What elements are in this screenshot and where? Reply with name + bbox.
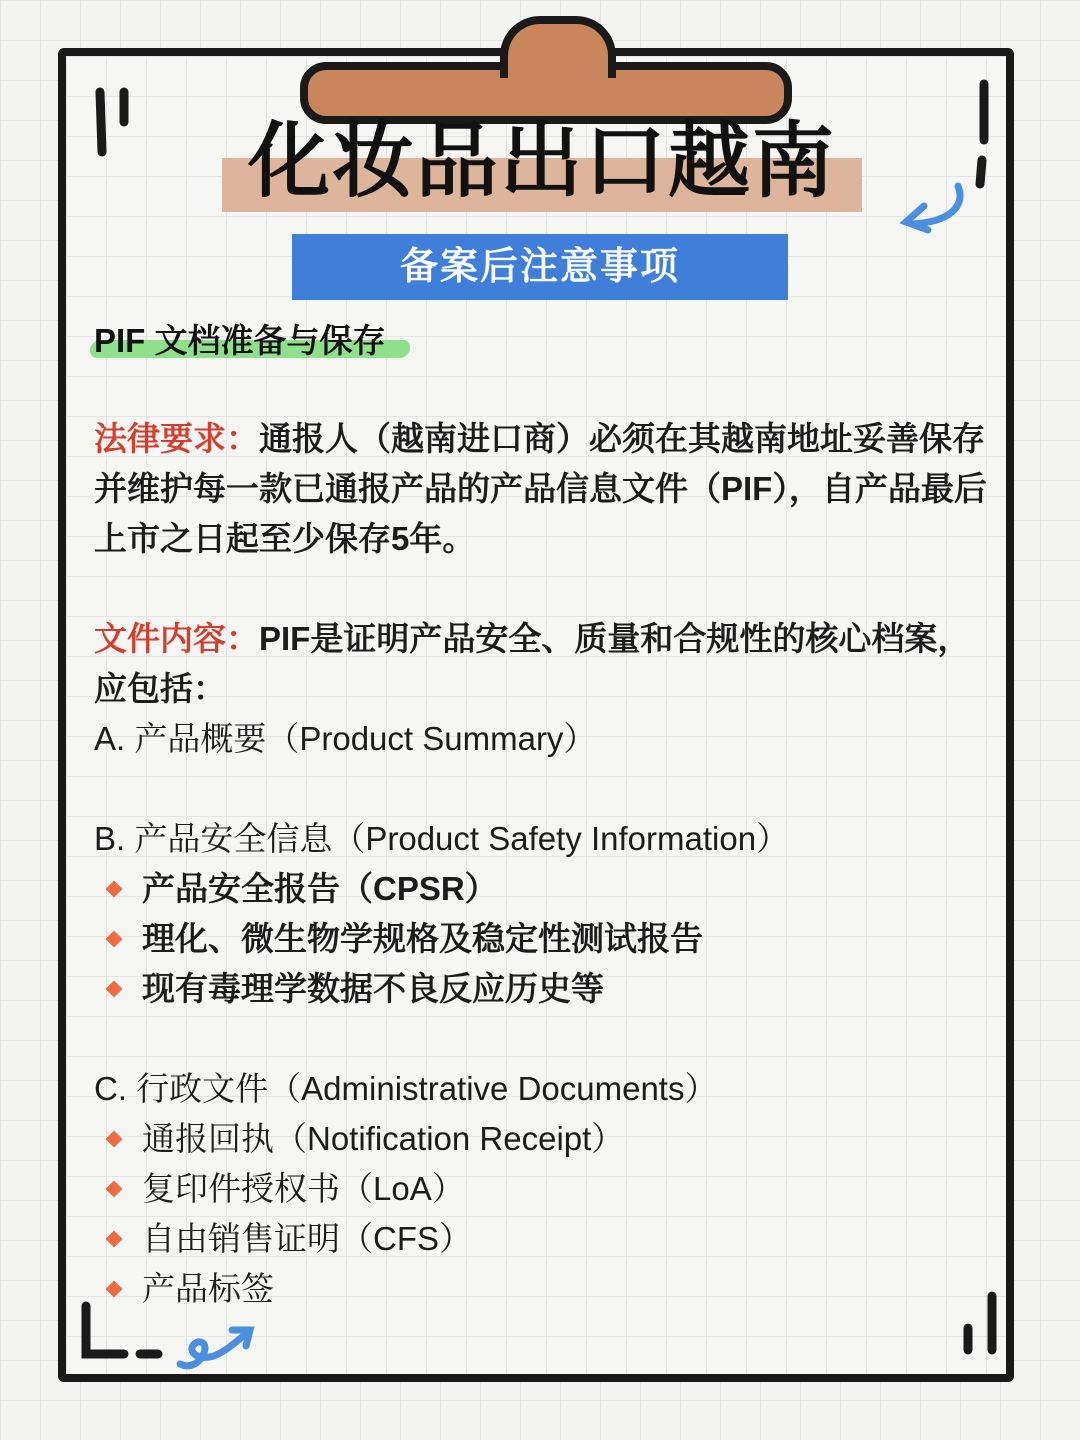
diamond-bullet-icon bbox=[106, 931, 123, 948]
section-heading-block bbox=[90, 318, 386, 364]
item-c-heading: C. 行政文件（Administrative Documents） bbox=[94, 1070, 718, 1107]
subtitle-banner: 备案后注意事项 bbox=[292, 234, 788, 300]
section-heading: PIF 文档准备与保存 bbox=[94, 322, 386, 359]
list-item: 自由销售证明（CFS） bbox=[94, 1214, 994, 1264]
diamond-bullet-icon bbox=[106, 1131, 123, 1148]
legal-text: 通报人（越南进口商）必须在其越南地址妥善保存并维护每一款已通报产品的产品信息文件（PIF），自产品最后上市之日起至少保存5年。 bbox=[94, 420, 987, 557]
list-item: 产品安全报告（CPSR） bbox=[94, 864, 994, 914]
content-body bbox=[94, 414, 994, 1314]
list-item: 现有毒理学数据不良反应历史等 bbox=[94, 964, 994, 1014]
list-item: 理化、微生物学规格及稳定性测试报告 bbox=[94, 914, 994, 964]
item-a-heading: A. 产品概要（Product Summary） bbox=[94, 720, 597, 757]
diamond-bullet-icon bbox=[106, 1231, 123, 1248]
list-item: 通报回执（Notification Receipt） bbox=[94, 1114, 994, 1164]
contents-label: 文件内容： bbox=[94, 620, 259, 657]
contents-text: PIF是证明产品安全、质量和合规性的核心档案，应包括： bbox=[94, 620, 971, 707]
clipboard-clip-joint bbox=[508, 60, 608, 82]
diamond-bullet-icon bbox=[106, 881, 123, 898]
legal-label: 法律要求： bbox=[94, 420, 259, 457]
page-title: 化妆品出口越南 bbox=[247, 116, 836, 207]
list-item: 复印件授权书（LoA） bbox=[94, 1164, 994, 1214]
item-b-heading: B. 产品安全信息（Product Safety Information） bbox=[94, 820, 790, 857]
diamond-bullet-icon bbox=[106, 981, 123, 998]
legal-paragraph bbox=[94, 414, 994, 564]
diamond-bullet-icon bbox=[106, 1181, 123, 1198]
list-item: 产品标签 bbox=[94, 1264, 994, 1314]
diamond-bullet-icon bbox=[106, 1281, 123, 1298]
contents-paragraph bbox=[94, 614, 994, 714]
